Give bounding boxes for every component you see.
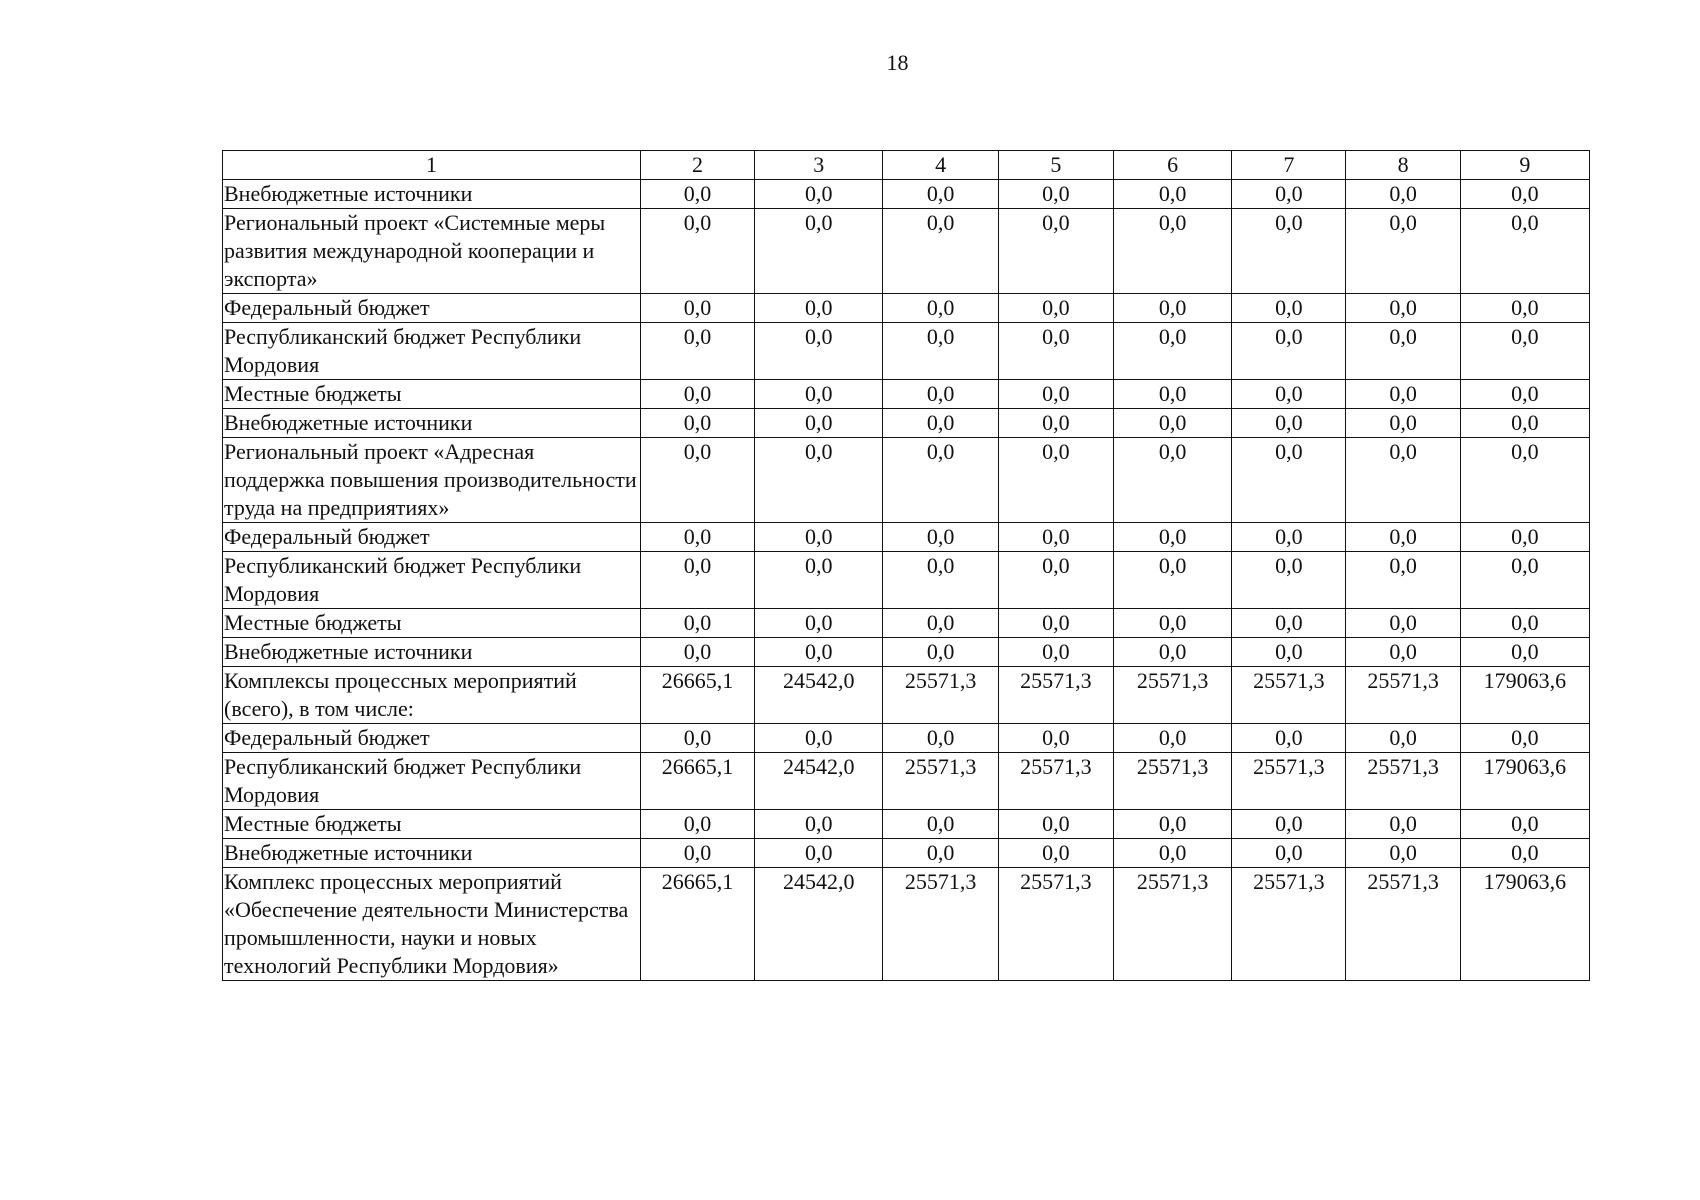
value-cell: 0,0	[1460, 552, 1589, 609]
row-label: Федеральный бюджет	[223, 294, 641, 323]
value-cell: 0,0	[1460, 724, 1589, 753]
value-cell: 0,0	[1460, 638, 1589, 667]
value-cell: 0,0	[1460, 209, 1589, 294]
column-number-header: 1	[223, 151, 641, 180]
value-cell: 25571,3	[1346, 868, 1460, 981]
value-cell: 0,0	[1113, 438, 1231, 523]
value-cell: 25571,3	[1113, 667, 1231, 724]
value-cell: 0,0	[883, 609, 998, 638]
row-label: Местные бюджеты	[223, 380, 641, 409]
value-cell: 0,0	[998, 438, 1113, 523]
value-cell: 0,0	[640, 638, 754, 667]
value-cell: 0,0	[755, 380, 883, 409]
table-row	[223, 209, 1590, 294]
value-cell: 0,0	[1232, 180, 1346, 209]
column-number-header: 8	[1346, 151, 1460, 180]
value-cell: 0,0	[883, 839, 998, 868]
table-row	[223, 753, 1590, 810]
value-cell: 0,0	[1460, 294, 1589, 323]
value-cell: 0,0	[1113, 409, 1231, 438]
value-cell: 26665,1	[640, 868, 754, 981]
value-cell: 0,0	[998, 294, 1113, 323]
value-cell: 0,0	[1460, 380, 1589, 409]
value-cell: 25571,3	[998, 753, 1113, 810]
value-cell: 0,0	[1346, 724, 1460, 753]
value-cell: 0,0	[1346, 438, 1460, 523]
value-cell: 0,0	[640, 209, 754, 294]
value-cell: 24542,0	[755, 753, 883, 810]
value-cell: 0,0	[1113, 323, 1231, 380]
value-cell: 0,0	[1346, 638, 1460, 667]
value-cell: 0,0	[1113, 609, 1231, 638]
value-cell: 0,0	[755, 323, 883, 380]
value-cell: 0,0	[998, 609, 1113, 638]
value-cell: 0,0	[883, 209, 998, 294]
value-cell: 0,0	[998, 323, 1113, 380]
value-cell: 179063,6	[1460, 868, 1589, 981]
value-cell: 0,0	[640, 409, 754, 438]
value-cell: 0,0	[1346, 523, 1460, 552]
value-cell: 0,0	[1346, 380, 1460, 409]
table-row	[223, 180, 1590, 209]
value-cell: 0,0	[640, 810, 754, 839]
value-cell: 0,0	[640, 523, 754, 552]
value-cell: 25571,3	[998, 667, 1113, 724]
value-cell: 0,0	[998, 810, 1113, 839]
value-cell: 0,0	[1232, 409, 1346, 438]
value-cell: 0,0	[883, 180, 998, 209]
value-cell: 0,0	[883, 409, 998, 438]
column-number-header: 7	[1232, 151, 1346, 180]
value-cell: 26665,1	[640, 667, 754, 724]
value-cell: 25571,3	[1346, 667, 1460, 724]
value-cell: 0,0	[755, 810, 883, 839]
row-label: Республиканский бюджет Республики Мордовия	[223, 753, 641, 810]
value-cell: 25571,3	[883, 667, 998, 724]
value-cell: 0,0	[755, 209, 883, 294]
table-header-row	[223, 151, 1590, 180]
row-label: Региональный проект «Системные меры развития международной кооперации и экспорта»	[223, 209, 641, 294]
value-cell: 179063,6	[1460, 753, 1589, 810]
table-row	[223, 323, 1590, 380]
row-label: Внебюджетные источники	[223, 839, 641, 868]
value-cell: 0,0	[1232, 839, 1346, 868]
value-cell: 0,0	[1113, 724, 1231, 753]
table-row	[223, 868, 1590, 981]
value-cell: 179063,6	[1460, 667, 1589, 724]
value-cell: 0,0	[998, 552, 1113, 609]
value-cell: 0,0	[1232, 609, 1346, 638]
row-label: Внебюджетные источники	[223, 638, 641, 667]
table-body	[223, 151, 1590, 981]
value-cell: 0,0	[883, 810, 998, 839]
value-cell: 0,0	[1460, 523, 1589, 552]
value-cell: 24542,0	[755, 868, 883, 981]
value-cell: 0,0	[1346, 180, 1460, 209]
column-number-header: 4	[883, 151, 998, 180]
row-label: Внебюджетные источники	[223, 409, 641, 438]
value-cell: 0,0	[1232, 209, 1346, 294]
value-cell: 0,0	[1232, 323, 1346, 380]
value-cell: 0,0	[998, 180, 1113, 209]
value-cell: 26665,1	[640, 753, 754, 810]
table-row	[223, 409, 1590, 438]
table-row	[223, 438, 1590, 523]
value-cell: 0,0	[755, 638, 883, 667]
value-cell: 0,0	[640, 180, 754, 209]
value-cell: 0,0	[883, 438, 998, 523]
value-cell: 0,0	[883, 552, 998, 609]
value-cell: 0,0	[1346, 552, 1460, 609]
value-cell: 0,0	[640, 609, 754, 638]
value-cell: 0,0	[1113, 839, 1231, 868]
value-cell: 0,0	[1346, 209, 1460, 294]
value-cell: 0,0	[998, 409, 1113, 438]
value-cell: 0,0	[998, 638, 1113, 667]
value-cell: 0,0	[1232, 810, 1346, 839]
value-cell: 0,0	[998, 839, 1113, 868]
value-cell: 0,0	[883, 724, 998, 753]
value-cell: 0,0	[1346, 810, 1460, 839]
value-cell: 0,0	[755, 523, 883, 552]
value-cell: 0,0	[1113, 810, 1231, 839]
row-label: Республиканский бюджет Республики Мордовия	[223, 323, 641, 380]
value-cell: 0,0	[883, 380, 998, 409]
value-cell: 0,0	[1113, 294, 1231, 323]
value-cell: 0,0	[1346, 609, 1460, 638]
value-cell: 0,0	[640, 552, 754, 609]
value-cell: 0,0	[998, 380, 1113, 409]
table-row	[223, 523, 1590, 552]
row-label: Местные бюджеты	[223, 810, 641, 839]
value-cell: 25571,3	[1113, 868, 1231, 981]
value-cell: 0,0	[755, 724, 883, 753]
row-label: Комплексы процессных мероприятий (всего), в том числе:	[223, 667, 641, 724]
value-cell: 0,0	[640, 438, 754, 523]
value-cell: 24542,0	[755, 667, 883, 724]
table-row	[223, 724, 1590, 753]
value-cell: 25571,3	[1232, 667, 1346, 724]
table-row	[223, 810, 1590, 839]
value-cell: 0,0	[1232, 523, 1346, 552]
value-cell: 0,0	[1232, 438, 1346, 523]
table-row	[223, 294, 1590, 323]
table-row	[223, 839, 1590, 868]
value-cell: 0,0	[883, 294, 998, 323]
value-cell: 0,0	[1346, 839, 1460, 868]
table-row	[223, 380, 1590, 409]
value-cell: 0,0	[755, 552, 883, 609]
value-cell: 0,0	[640, 839, 754, 868]
value-cell: 0,0	[998, 724, 1113, 753]
column-number-header: 9	[1460, 151, 1589, 180]
value-cell: 0,0	[640, 380, 754, 409]
value-cell: 0,0	[755, 294, 883, 323]
value-cell: 0,0	[1113, 552, 1231, 609]
value-cell: 25571,3	[1232, 753, 1346, 810]
value-cell: 0,0	[1460, 180, 1589, 209]
value-cell: 0,0	[998, 523, 1113, 552]
value-cell: 0,0	[1460, 810, 1589, 839]
value-cell: 0,0	[883, 523, 998, 552]
value-cell: 0,0	[1460, 839, 1589, 868]
value-cell: 0,0	[1232, 724, 1346, 753]
value-cell: 0,0	[1113, 180, 1231, 209]
value-cell: 0,0	[755, 438, 883, 523]
row-label: Внебюджетные источники	[223, 180, 641, 209]
value-cell: 0,0	[1232, 380, 1346, 409]
value-cell: 25571,3	[1113, 753, 1231, 810]
value-cell: 0,0	[1346, 294, 1460, 323]
value-cell: 0,0	[1346, 323, 1460, 380]
value-cell: 25571,3	[883, 868, 998, 981]
row-label: Федеральный бюджет	[223, 724, 641, 753]
column-number-header: 5	[998, 151, 1113, 180]
row-label: Федеральный бюджет	[223, 523, 641, 552]
row-label: Комплекс процессных мероприятий «Обеспечение деятельности Министерства промышленности, науки и новых технологий Республики Мордовия»	[223, 868, 641, 981]
table-row	[223, 552, 1590, 609]
table-row	[223, 609, 1590, 638]
column-number-header: 2	[640, 151, 754, 180]
row-label: Местные бюджеты	[223, 609, 641, 638]
value-cell: 0,0	[883, 638, 998, 667]
value-cell: 0,0	[1460, 409, 1589, 438]
value-cell: 0,0	[1460, 609, 1589, 638]
value-cell: 0,0	[1113, 209, 1231, 294]
value-cell: 0,0	[1113, 523, 1231, 552]
value-cell: 0,0	[1113, 380, 1231, 409]
value-cell: 25571,3	[1346, 753, 1460, 810]
row-label: Региональный проект «Адресная поддержка повышения производительности труда на предприятиях»	[223, 438, 641, 523]
value-cell: 0,0	[755, 409, 883, 438]
value-cell: 0,0	[1232, 638, 1346, 667]
row-label: Республиканский бюджет Республики Мордовия	[223, 552, 641, 609]
table-row	[223, 667, 1590, 724]
value-cell: 0,0	[640, 323, 754, 380]
value-cell: 0,0	[1232, 294, 1346, 323]
table-row	[223, 638, 1590, 667]
value-cell: 0,0	[1113, 638, 1231, 667]
page-number: 18	[886, 50, 909, 75]
value-cell: 0,0	[1232, 552, 1346, 609]
value-cell: 0,0	[640, 294, 754, 323]
budget-table	[222, 150, 1590, 981]
value-cell: 0,0	[1346, 409, 1460, 438]
value-cell: 0,0	[1460, 323, 1589, 380]
value-cell: 25571,3	[998, 868, 1113, 981]
value-cell: 0,0	[755, 839, 883, 868]
column-number-header: 6	[1113, 151, 1231, 180]
value-cell: 0,0	[883, 323, 998, 380]
column-number-header: 3	[755, 151, 883, 180]
value-cell: 25571,3	[1232, 868, 1346, 981]
value-cell: 0,0	[755, 609, 883, 638]
value-cell: 0,0	[755, 180, 883, 209]
value-cell: 0,0	[1460, 438, 1589, 523]
value-cell: 0,0	[998, 209, 1113, 294]
value-cell: 25571,3	[883, 753, 998, 810]
value-cell: 0,0	[640, 724, 754, 753]
